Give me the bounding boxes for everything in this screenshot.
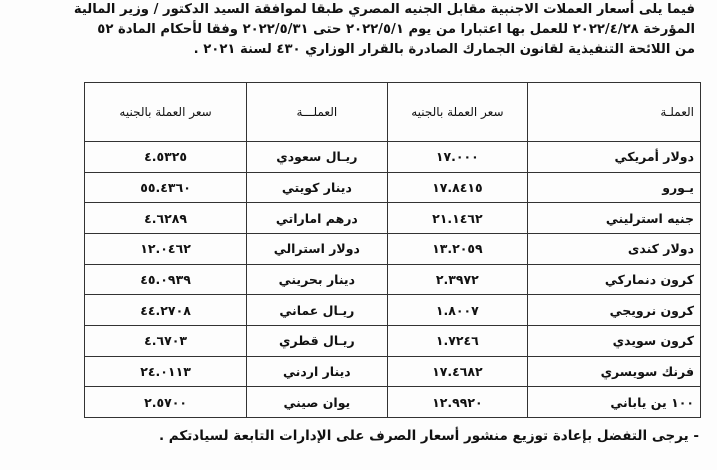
table-row: [85, 172, 701, 203]
cell-currency-a: دولار أمريكي: [528, 142, 701, 173]
intro-line-2: المؤرخة ٢٠٢٢/٤/٢٨ للعمل بها اعتبارا من يوم ٢٠٢٢/٥/١ حتى ٢٠٢٢/٥/٣١ وفقا لأحكام المادة ٥٢: [97, 22, 695, 37]
cell-currency-a: فرنك سويسري: [528, 356, 701, 387]
cell-currency-b: دينار كويتي: [247, 172, 387, 203]
cell-rate-b: ٤٤.٢٧٠٨: [85, 295, 247, 326]
cell-rate-a: ١٧.٠٠٠: [387, 142, 527, 173]
header-rate-a: سعر العملة بالجنيه: [387, 83, 527, 142]
table-row: [85, 295, 701, 326]
cell-rate-b: ٥٥.٤٣٦٠: [85, 172, 247, 203]
table-header-row: [85, 83, 701, 142]
cell-rate-b: ١٢.٠٤٦٢: [85, 233, 247, 264]
intro-line-1: فيما يلى أسعار العملات الاجنبية مقابل الجنيه المصري طبقا لموافقة السيد الدكتور / وزير المالية: [73, 2, 695, 17]
header-currency-a: العملـة: [528, 83, 701, 142]
cell-currency-b: دينار اردني: [247, 356, 387, 387]
cell-currency-a: كرون نرويجي: [528, 295, 701, 326]
cell-currency-a: دولار كندى: [528, 233, 701, 264]
cell-rate-a: ١٢.٩٩٢٠: [387, 387, 527, 418]
table-row: [85, 356, 701, 387]
cell-rate-b: ٢.٥٧٠٠: [85, 387, 247, 418]
cell-currency-b: دينار بحريني: [247, 264, 387, 295]
cell-currency-b: يوان صيني: [247, 387, 387, 418]
cell-currency-b: ريـال قطري: [247, 325, 387, 356]
table-row: [85, 142, 701, 173]
cell-rate-a: ١٧.٨٤١٥: [387, 172, 527, 203]
cell-rate-b: ٢٤.٠١١٣: [85, 356, 247, 387]
cell-currency-a: جنيه استرليني: [528, 203, 701, 234]
cell-rate-a: ٢.٣٩٧٢: [387, 264, 527, 295]
cell-rate-b: ٤.٦٧٠٣: [85, 325, 247, 356]
table-row: [85, 387, 701, 418]
exchange-rates-table: [84, 82, 701, 418]
cell-currency-a: يـورو: [528, 172, 701, 203]
cell-currency-b: ريـال سعودي: [247, 142, 387, 173]
cell-rate-a: ٢١.١٤٦٢: [387, 203, 527, 234]
header-currency-b: العملـــة: [247, 83, 387, 142]
cell-rate-a: ١٣.٢٠٥٩: [387, 233, 527, 264]
table-row: [85, 264, 701, 295]
cell-rate-b: ٤.٥٣٢٥: [85, 142, 247, 173]
table-row: [85, 203, 701, 234]
cell-currency-a: ١٠٠ ين ياباني: [528, 387, 701, 418]
cell-rate-a: ١.٨٠٠٧: [387, 295, 527, 326]
cell-rate-b: ٤.٦٢٨٩: [85, 203, 247, 234]
table-body: [85, 142, 701, 418]
cell-currency-b: درهم اماراتي: [247, 203, 387, 234]
intro-line-3: من اللائحة التنفيذية لقانون الجمارك الصادرة بالقرار الوزاري ٤٣٠ لسنة ٢٠٢١ .: [193, 42, 695, 57]
footer-note: - يرجى التفضل بإعادة توزيع منشور أسعار الصرف على الإدارات التابعة لسيادتكم .: [158, 428, 699, 444]
cell-rate-a: ١٧.٤٦٨٢: [387, 356, 527, 387]
cell-rate-b: ٤٥.٠٩٣٩: [85, 264, 247, 295]
table-row: [85, 325, 701, 356]
cell-rate-a: ١.٧٢٤٦: [387, 325, 527, 356]
cell-currency-b: دولار استرالي: [247, 233, 387, 264]
cell-currency-a: كرون سويدي: [528, 325, 701, 356]
cell-currency-b: ريـال عماني: [247, 295, 387, 326]
cell-currency-a: كرون دنماركي: [528, 264, 701, 295]
intro-paragraph: [15, 0, 695, 60]
header-rate-b: سعر العملة بالجنيه: [85, 83, 247, 142]
table-row: [85, 233, 701, 264]
